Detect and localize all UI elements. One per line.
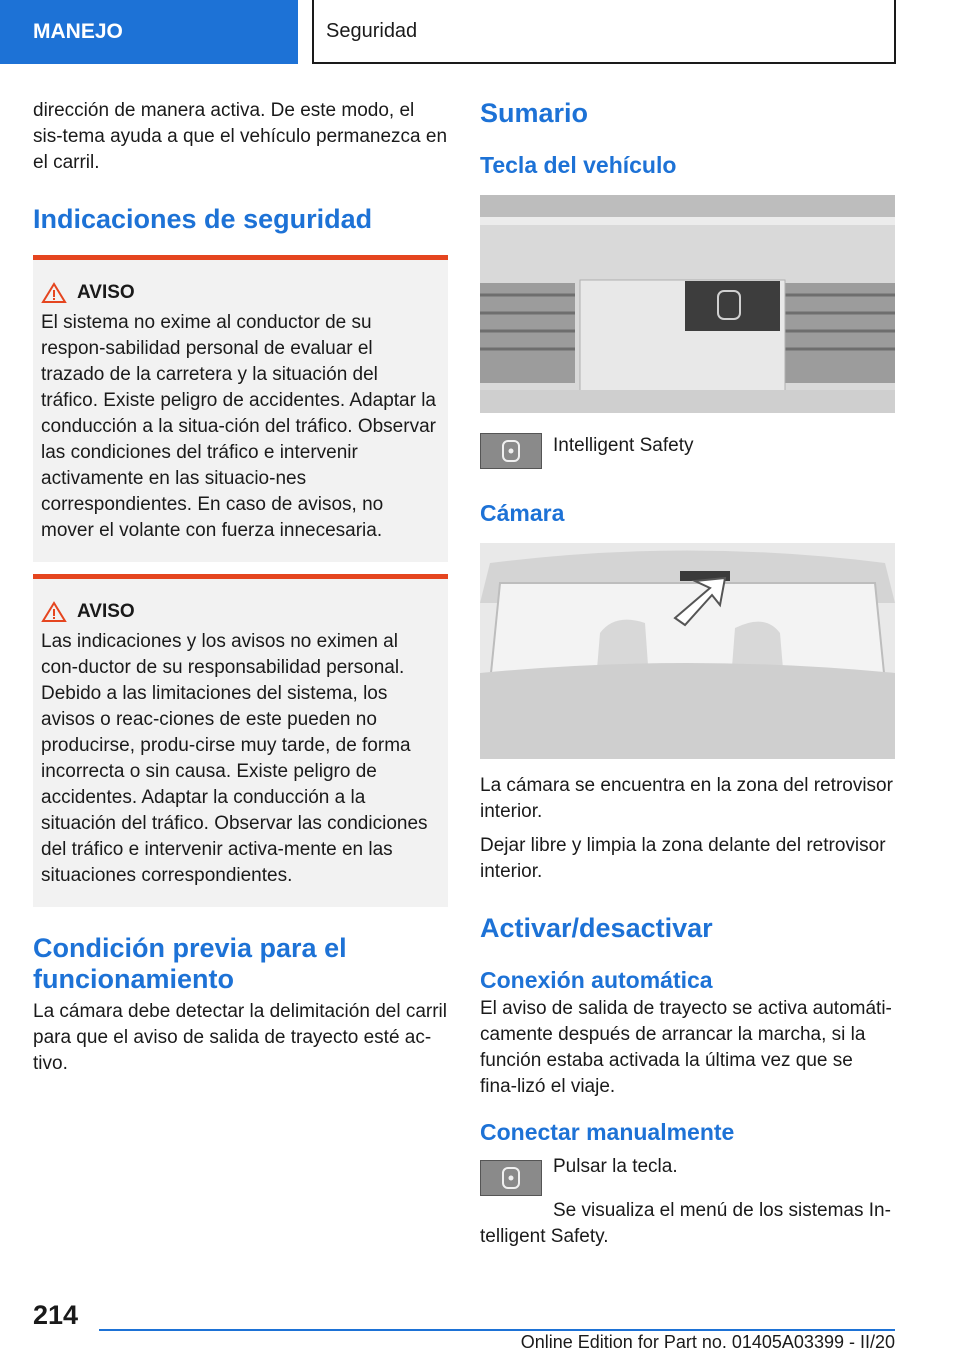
activate-heading: Activar/desactivar [480, 913, 713, 943]
camera-text-2: Dejar libre y limpia la zona delante del retrovisor interior. [480, 835, 886, 882]
precondition-heading: Condición previa para el funcionamiento [33, 933, 347, 994]
manual-step [480, 1154, 895, 1196]
intelligent-safety-button-icon [480, 1160, 542, 1196]
camera-text-1: La cámara se encuentra en la zona del retrovisor interior. [480, 775, 893, 822]
warning-title-1 [41, 282, 440, 304]
intelligent-safety-button-icon [480, 433, 542, 469]
left-column [33, 98, 448, 1085]
warning-title-2 [41, 601, 440, 623]
intro-paragraph: dirección de manera activa. De este modo, el sis-tema ayuda a que el vehículo permanezca en el carril. [33, 100, 448, 173]
summary-heading: Sumario [480, 98, 589, 128]
warning-box-2 [33, 574, 448, 907]
right-column [480, 98, 895, 1258]
key-legend [480, 433, 895, 469]
camera-heading: Cámara [480, 500, 565, 526]
safety-heading: Indicaciones de seguridad [33, 204, 373, 234]
camera-location-photo [480, 543, 895, 759]
manual-heading: Conectar manualmente [480, 1119, 735, 1145]
footer-divider [99, 1329, 895, 1331]
key-heading: Tecla del vehículo [480, 152, 677, 178]
chapter-tab: MANEJO [0, 0, 298, 64]
warning-box-1 [33, 255, 448, 562]
warning-label-1: AVISO [77, 282, 135, 303]
precondition-text: La cámara debe detectar la delimitación del carril para que el aviso de salida de trayecto esté ac-tivo. [33, 1001, 447, 1074]
warning-text-1: El sistema no exime al conductor de su respon-sabilidad personal de evaluar el trazado de la carretera y la situación del tráfico. Existe peligro de accidentes. Adaptar la conducción a la situa-ción del tráfico. Observar las condiciones del tráfico e intervenir activamente en las situacio-nes correspondientes. En caso de avisos, no mover el volante con fuerza innecesaria. [41, 312, 437, 541]
warning-label-2: AVISO [77, 601, 135, 622]
edition-footer: Online Edition for Part no. 01405A03399 - II/20 [520, 1332, 895, 1352]
auto-text: El aviso de salida de trayecto se activa automáti-camente después de arrancar la marcha, si la función estaba activada la última vez que se fina-lizó el viaje. [480, 998, 892, 1097]
section-title: Seguridad [312, 0, 896, 64]
auto-heading: Conexión automática [480, 967, 713, 993]
dashboard-button-photo [480, 195, 895, 413]
warning-triangle-icon [41, 601, 67, 623]
warning-triangle-icon [41, 282, 67, 304]
page-number: 214 [33, 1300, 79, 1330]
manual-step-2: Se visualiza el menú de los sistemas In-telligent Safety. [480, 1200, 891, 1247]
manual-step-1: Pulsar la tecla. [553, 1156, 678, 1177]
key-label: Intelligent Safety [553, 435, 694, 456]
warning-text-2: Las indicaciones y los avisos no eximen al con-ductor de su responsabilidad personal. Debido a las limitaciones del sistema, los avisos o reac-ciones de este pueden no producirse, produ-cirse muy tarde, de forma incorrecta o sin causa. Existe peligro de accidentes. Adaptar la conducción a la situación del tráfico. Observar las condiciones del tráfico e intervenir activa-mente en las situaciones correspondientes. [41, 631, 428, 886]
